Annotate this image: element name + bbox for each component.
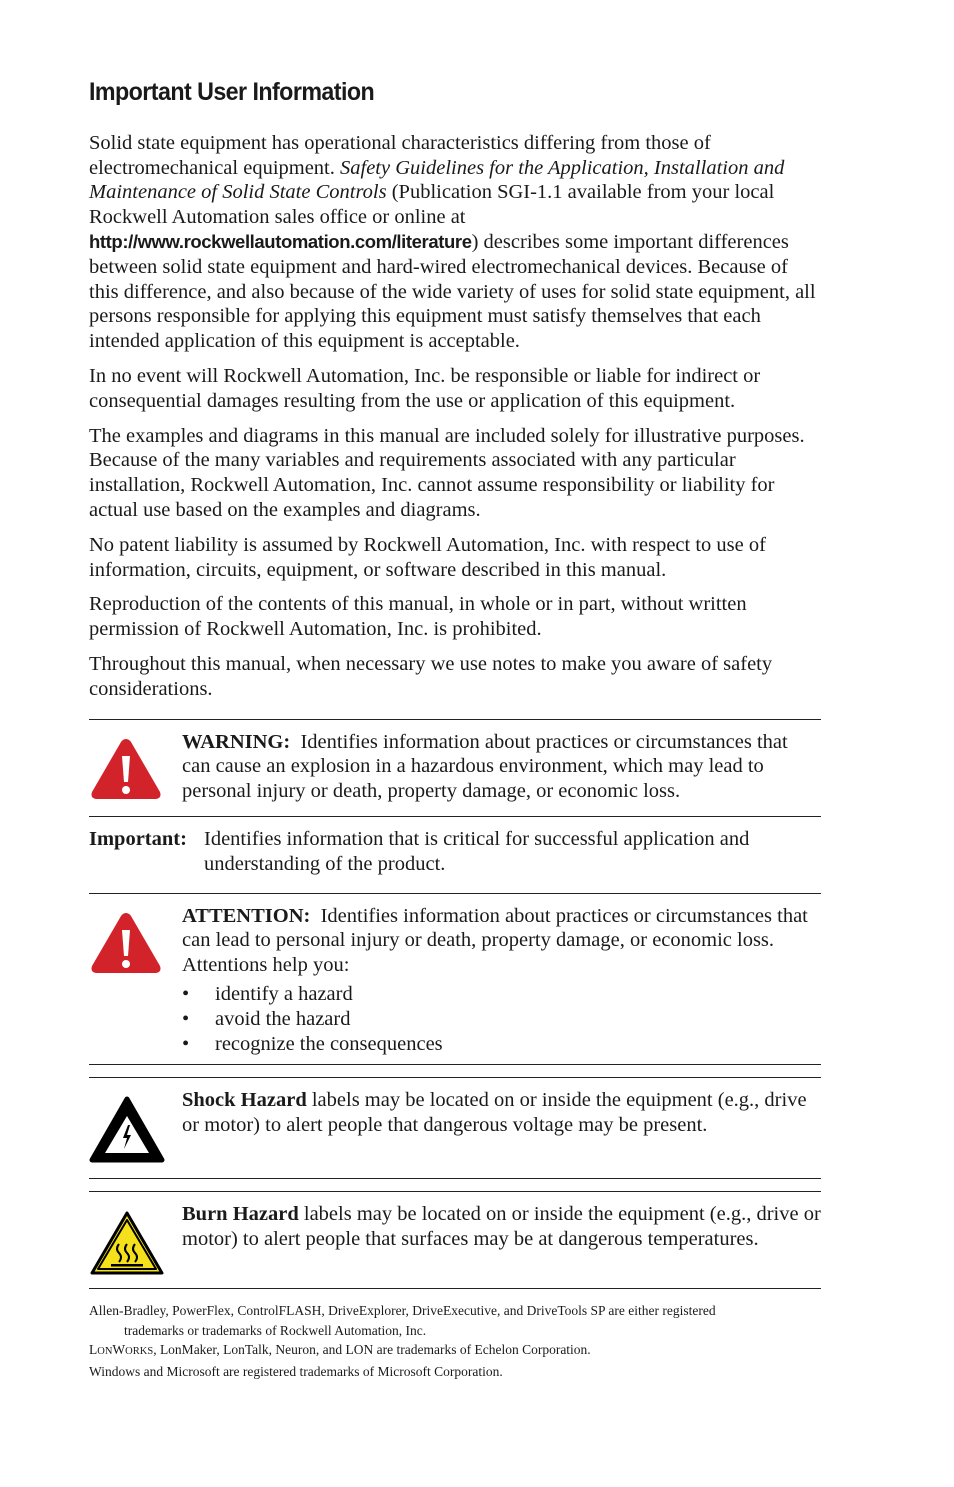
shock-hazard-description: labels may be located on or inside the equipment (e.g., drive or motor) to alert people that dangerous voltage may be present. (182, 1089, 807, 1137)
liability-paragraph: In no event will Rockwell Automation, Inc. be responsible or liable for indirect or consequential damages resulting from the use or application of this equipment. (89, 364, 761, 412)
attention-label: ATTENTION: (182, 904, 311, 927)
intro-paragraph (89, 131, 821, 354)
warning-text (182, 730, 821, 804)
warning-label: WARNING: (182, 730, 291, 753)
trademark-line: LONWORKS, LonMaker, LonTalk, Neuron, and LON are trademarks of Echelon Corporation. (89, 1342, 591, 1358)
trademark-line: Allen-Bradley, PowerFlex, ControlFLASH, DriveExplorer, DriveExecutive, and DriveTools SP are either registered (89, 1303, 716, 1319)
burn-hazard-icon (89, 1202, 182, 1276)
warning-description: Identifies information about practices or circumstances that can cause an explosion in a hazardous environment, which may lead to personal injury or death, property damage, or economic loss. (182, 730, 788, 803)
safety-notes-paragraph: Throughout this manual, when necessary we use notes to make you aware of safety considerations. (89, 652, 773, 700)
trademark-line: trademarks or trademarks of Rockwell Automation, Inc. (124, 1322, 427, 1338)
list-item: • avoid the hazard (182, 1007, 821, 1032)
attention-description: Identifies information about practices or circumstances that can lead to personal injury or death, property damage, or economic loss. Attentions help you: (182, 904, 808, 977)
attention-text (182, 904, 821, 978)
shock-hazard-label: Shock Hazard (182, 1089, 307, 1112)
intro-text-1: Solid state equipment has operational characteristics differing from those of electromechanical equipment. (89, 131, 711, 179)
document-page (89, 80, 821, 1382)
attention-box (89, 894, 821, 1065)
important-label: Important: (89, 827, 187, 850)
burn-hazard-description: labels may be located on or inside the equipment (e.g., drive or motor) to alert people that surfaces may be at dangerous temperatures. (182, 1203, 821, 1251)
important-note (89, 817, 821, 893)
examples-paragraph: The examples and diagrams in this manual are included solely for illustrative purposes. Because of the many variables and requirements associated with any particular installation, Rockwell Automation, Inc. cannot assume responsibility or liability for actual use based on the examples and diagrams. (89, 424, 805, 521)
attention-bullet-list (182, 982, 821, 1056)
shock-hazard-text (182, 1088, 821, 1138)
patent-paragraph: No patent liability is assumed by Rockwell Automation, Inc. with respect to use of information, circuits, equipment, or software described in this manual. (89, 533, 766, 581)
shock-hazard-icon (89, 1088, 182, 1164)
intro-text-3: ) describes some important differences between solid state equipment and hard-wired electromechanical devices. Because of this difference, and also because of the wide variety of uses for solid state equipment, all persons responsible for applying this equipment must satisfy themselves that each intended application of this equipment is acceptable. (89, 230, 816, 353)
burn-hazard-label: Burn Hazard (182, 1203, 299, 1226)
important-text: Identifies information that is critical for successful application and understanding of the product. (204, 827, 750, 875)
attention-triangle-icon (89, 904, 182, 1057)
burn-hazard-box (89, 1192, 821, 1288)
reproduction-paragraph: Reproduction of the contents of this manual, in whole or in part, without written permission of Rockwell Automation, Inc. is prohibited. (89, 593, 747, 641)
intro-italic-title: Safety Guidelines for the Application, Installation and Maintenance of Solid State Controls (89, 156, 785, 204)
trademarks-section (89, 1301, 821, 1381)
warning-box (89, 720, 821, 816)
divider (89, 1288, 821, 1289)
warning-triangle-icon (89, 730, 182, 804)
trademark-line: Windows and Microsoft are registered trademarks of Microsoft Corporation. (89, 1364, 503, 1380)
page-title: Important User Information (89, 78, 375, 106)
list-item: • recognize the consequences (182, 1032, 821, 1057)
intro-text-2: (Publication SGI-1.1 available from your local Rockwell Automation sales office or online at (89, 181, 775, 229)
burn-hazard-text (182, 1202, 821, 1252)
shock-hazard-box (89, 1078, 821, 1178)
list-item: • identify a hazard (182, 982, 821, 1007)
literature-link[interactable]: http://www.rockwellautomation.com/literature (89, 230, 472, 252)
